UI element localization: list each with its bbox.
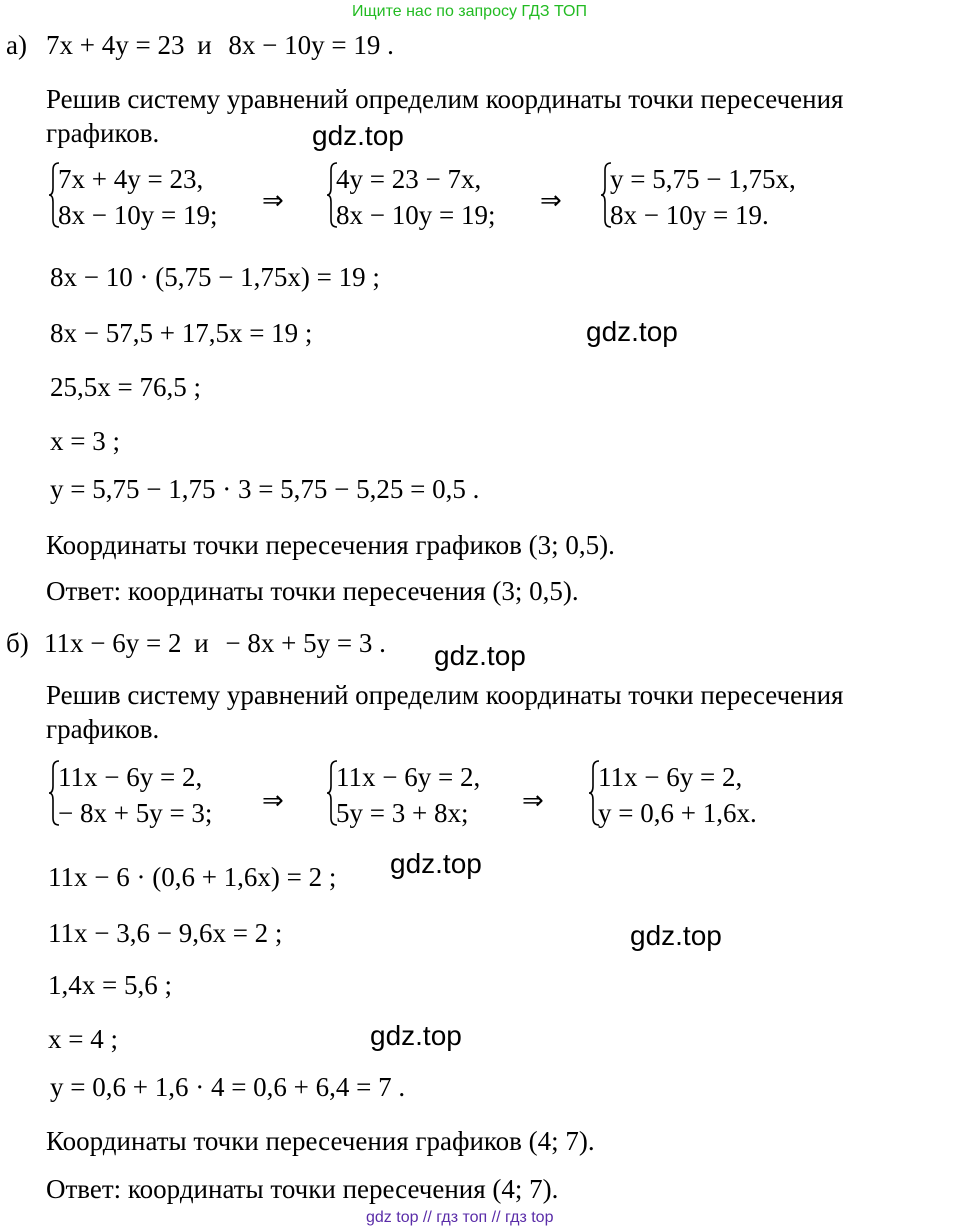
part-a-task-end: .	[387, 30, 394, 60]
part-b-answer: Ответ: координаты точки пересечения (4; 7).	[46, 1174, 559, 1204]
system-line: y = 5,75 − 1,75x,	[610, 164, 796, 194]
part-a-system-1	[48, 162, 258, 232]
footer-links: gdz top // гдз топ // гдз top	[366, 1209, 554, 1226]
system-line: − 8x + 5y = 3;	[58, 798, 213, 828]
part-a-coordinates: Координаты точки пересечения графиков (3; 0,5).	[46, 530, 615, 560]
part-b-task-end: .	[379, 628, 386, 658]
watermark: gdz.top	[390, 848, 482, 879]
system-line: 4y = 23 − 7x,	[336, 164, 482, 194]
system-line: 11x − 6y = 2,	[336, 762, 481, 792]
part-a-step-5: y = 5,75 − 1,75 · 3 = 5,75 − 5,25 = 0,5 .	[50, 474, 480, 504]
implies-arrow: ⇒	[522, 786, 544, 816]
part-a-step-1: 8x − 10 · (5,75 − 1,75x) = 19 ;	[50, 262, 380, 292]
implies-arrow: ⇒	[540, 186, 562, 216]
part-b-step-2: 11x − 3,6 − 9,6x = 2 ;	[48, 918, 283, 948]
part-a-intro-line-2: графиков.	[46, 118, 160, 148]
system-line: y = 0,6 + 1,6x.	[598, 798, 757, 828]
part-b-task	[44, 630, 386, 657]
part-b-intro-line-2: графиков.	[46, 714, 160, 744]
part-b-label: б)	[6, 628, 29, 658]
system-line: 11x − 6y = 2,	[598, 762, 743, 792]
system-line: 8x − 10y = 19.	[610, 200, 769, 230]
system-line: 5y = 3 + 8x;	[336, 798, 469, 828]
part-b-system-2	[326, 760, 526, 830]
watermark: gdz.top	[434, 640, 526, 671]
part-b-coordinates: Координаты точки пересечения графиков (4; 7).	[46, 1126, 595, 1156]
part-a-and: и	[197, 30, 212, 60]
part-a-system-3	[600, 162, 840, 232]
implies-arrow: ⇒	[262, 186, 284, 216]
part-a-label: а)	[6, 30, 27, 60]
watermark: gdz.top	[370, 1020, 462, 1051]
top-banner: Ищите нас по запросу ГДЗ ТОП	[352, 3, 587, 20]
system-line: 11x − 6y = 2,	[58, 762, 203, 792]
part-b-intro-line-1: Решив систему уравнений определим координаты точки пересечения	[46, 680, 844, 710]
system-line: 8x − 10y = 19;	[336, 200, 496, 230]
watermark: gdz.top	[586, 316, 678, 347]
part-a-equation-1: 7x + 4y = 23	[46, 30, 185, 60]
system-line: 8x − 10y = 19;	[58, 200, 218, 230]
part-a-task	[46, 32, 394, 59]
part-b-equation-1: 11x − 6y = 2	[44, 628, 182, 658]
part-b-step-5: y = 0,6 + 1,6 · 4 = 0,6 + 6,4 = 7 .	[50, 1072, 406, 1102]
part-a-system-2	[326, 162, 536, 232]
part-a-intro-line-1: Решив систему уравнений определим координаты точки пересечения	[46, 84, 844, 114]
part-b-system-1	[48, 760, 258, 830]
implies-arrow: ⇒	[262, 786, 284, 816]
part-a-step-4: x = 3 ;	[50, 426, 120, 456]
part-a-equation-2: 8x − 10y = 19	[228, 30, 381, 60]
system-line: 7x + 4y = 23,	[58, 164, 204, 194]
watermark: gdz.top	[312, 120, 404, 151]
part-b-equation-2: − 8x + 5y = 3	[225, 628, 373, 658]
part-a-answer: Ответ: координаты точки пересечения (3; 0,5).	[46, 576, 579, 606]
part-b-step-3: 1,4x = 5,6 ;	[48, 970, 172, 1000]
part-b-system-3	[588, 760, 808, 830]
watermark: gdz.top	[630, 920, 722, 951]
part-b-step-1: 11x − 6 · (0,6 + 1,6x) = 2 ;	[48, 862, 337, 892]
part-a-step-3: 25,5x = 76,5 ;	[50, 372, 201, 402]
part-a-step-2: 8x − 57,5 + 17,5x = 19 ;	[50, 318, 313, 348]
part-b-step-4: x = 4 ;	[48, 1024, 118, 1054]
part-b-and: и	[194, 628, 209, 658]
